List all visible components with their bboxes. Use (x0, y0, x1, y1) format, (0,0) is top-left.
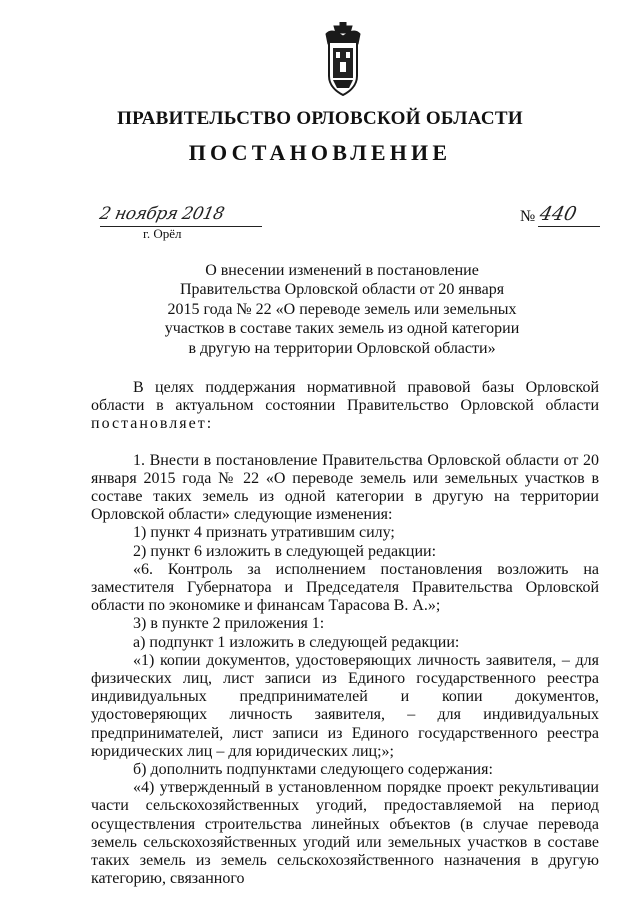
document-type-title: ПОСТАНОВЛЕНИЕ (188, 140, 452, 165)
number-sign: № (520, 208, 536, 225)
coat-of-arms-emblem (323, 22, 363, 96)
handwritten-number: 440 (537, 203, 579, 225)
body-paragraph: б) дополнить подпунктами следующего содержания: (133, 761, 493, 779)
subject-line: 2015 года № 22 «О переводе земель или земельных (167, 300, 517, 318)
subject-line: О внесении изменений в постановление (205, 262, 479, 279)
preamble-end: : (206, 415, 212, 433)
body-paragraph: а) подпункт 1 изложить в следующей редакции: (133, 633, 460, 651)
subject-line: Правительства Орловской области от 20 января (179, 281, 505, 299)
body-paragraph: 2) пункт 6 изложить в следующей редакции: (133, 542, 437, 560)
city-label: г. Орёл (143, 226, 182, 241)
body-paragraph: 1. Внести в постановление Правительства Орловской области от 20 января 2015 года № 22 «О переводе земель или земельных участков в составе таких земель из одной категории в другую на территории Орловской области» следующие изменения: (91, 451, 599, 524)
body-paragraph: 1) пункт 4 признать утратившим силу; (133, 524, 395, 542)
body-paragraph: «4) утвержденный в установленном порядке проект рекультивации части сельскохозяйственных угодий, предоставляемой на период осуществления строительства линейных объектов (в случае перевода земель сельскохозяйственных угодий или земельных участков в составе таких земель из земель сельскохозяйственного назначения в другую категорию, связанного (91, 779, 599, 888)
number-underline (538, 226, 600, 227)
document-subject (150, 261, 534, 358)
preamble-paragraph (91, 379, 599, 434)
organization-title: ПРАВИТЕЛЬСТВО ОРЛОВСКОЙ ОБЛАСТИ (117, 108, 523, 129)
subject-line: участков в составе таких земель из одной категории (164, 320, 520, 338)
body-paragraph: «6. Контроль за исполнением постановления возложить на заместителя Губернатора и Председателя Правительства Орловской области по экономике и финансам Тарасова В. А.»; (91, 560, 599, 615)
document-body (91, 379, 599, 888)
subject-line: в другую на территории Орловской области» (188, 339, 496, 357)
handwritten-date: 2 ноября 2018 (97, 204, 226, 224)
body-paragraph: 3) в пункте 2 приложения 1: (133, 615, 325, 633)
body-paragraph: «1) копии документов, удостоверяющих личность заявителя, – для физических лиц, лист записи из Единого государственного реестра индивидуальных предпринимателей и копии документов, удостоверяющих личность заявителя, – для индивидуальных предпринимателей, лист записи из Единого государственного реестра юридических лиц – для юридических лиц;»; (91, 651, 599, 760)
resolves-keyword: постановляет (91, 415, 207, 433)
preamble-text: В целях поддержания нормативной правовой базы Орловской области в актуальном состоянии Правительство Орловской области (91, 379, 599, 415)
